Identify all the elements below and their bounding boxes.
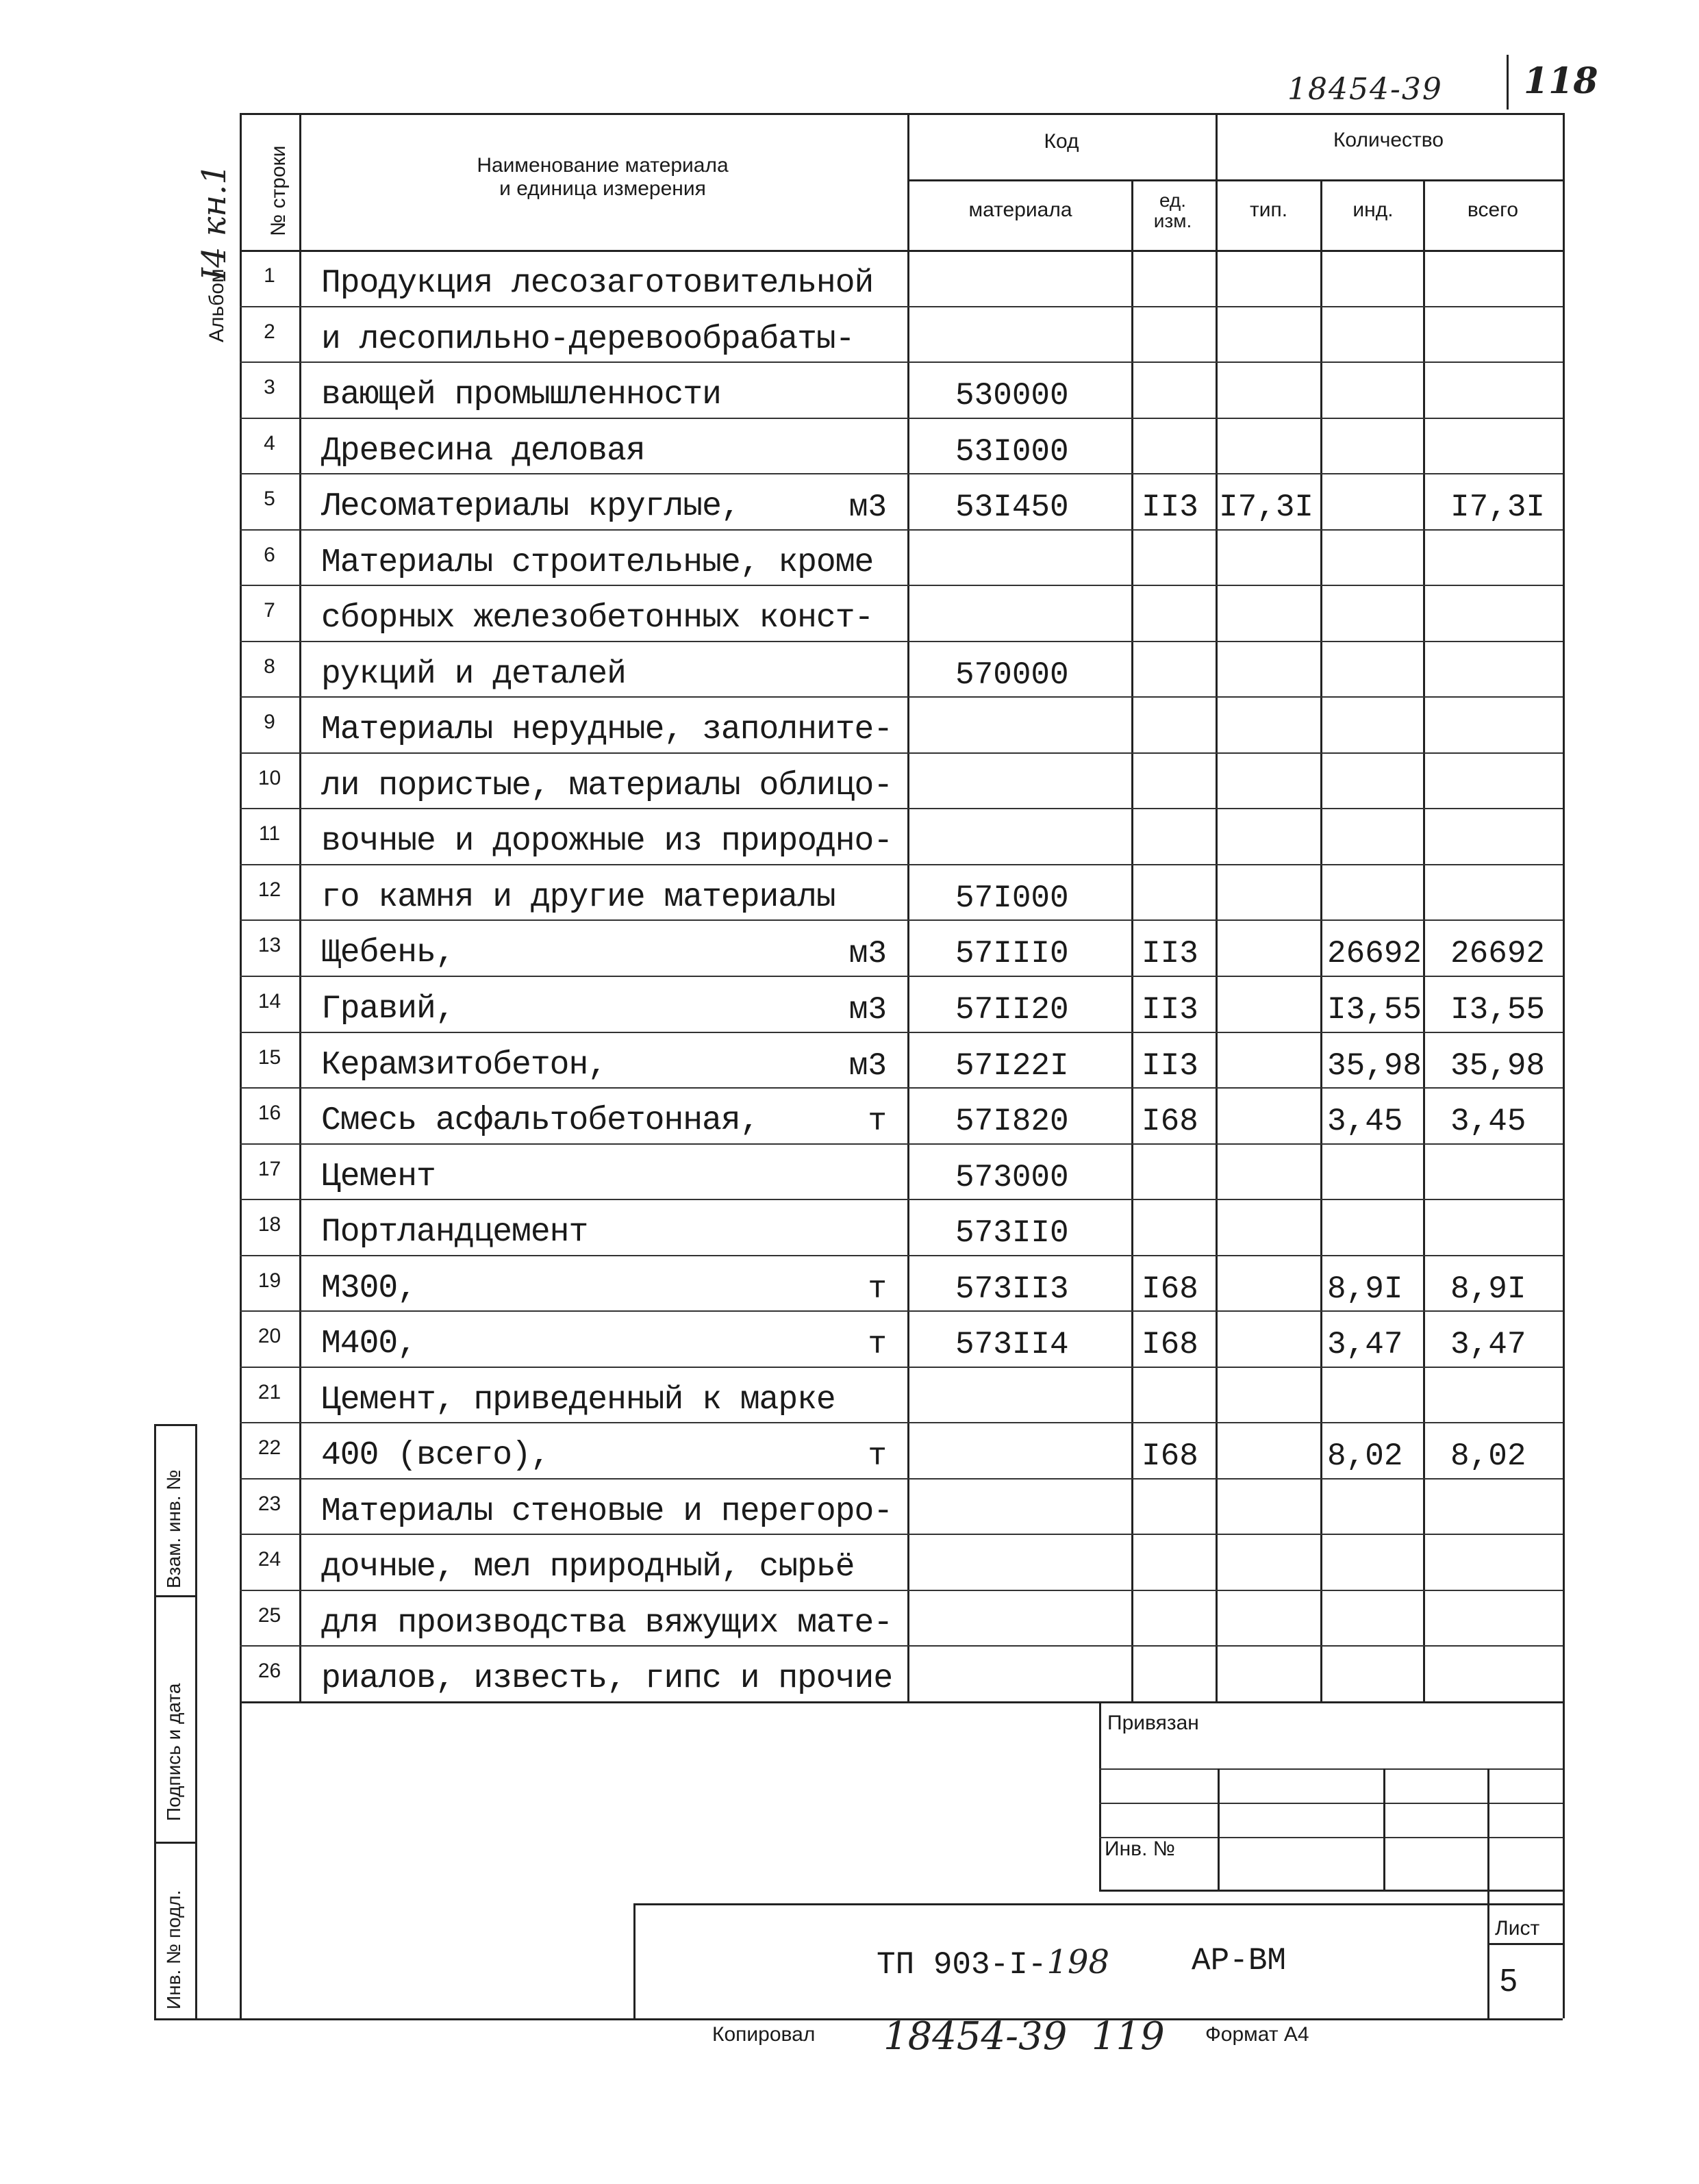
qty-type xyxy=(1219,1255,1322,1307)
header-qty-type: тип. xyxy=(1249,199,1288,221)
row-number: 25 xyxy=(257,1604,281,1627)
material-name: М400, xyxy=(321,1325,417,1362)
qty-type xyxy=(1219,529,1322,581)
unit-code xyxy=(1142,696,1217,748)
unit-of-measure xyxy=(299,808,893,860)
header-code-unit: ед. изм. xyxy=(1153,190,1192,231)
top-note: 18454-39 xyxy=(1287,72,1443,107)
row-number: 2 xyxy=(264,320,275,343)
qty-type xyxy=(1219,306,1322,358)
material-code: 57II20 xyxy=(955,992,1069,1028)
unit-code xyxy=(1142,752,1217,804)
row-number: 22 xyxy=(257,1436,281,1459)
material-name: вочные и дорожные из природно- xyxy=(321,823,893,860)
table-body-bottom xyxy=(240,1701,1563,1703)
stamp-inv-podl xyxy=(163,1890,185,2009)
header-row-no xyxy=(267,145,290,236)
material-code xyxy=(955,250,1120,302)
material-code xyxy=(955,808,1120,860)
unit-code: II3 xyxy=(1142,1048,1198,1084)
header-qty-ind: инд. xyxy=(1352,199,1394,221)
unit-code xyxy=(1142,529,1217,581)
qty-type xyxy=(1219,919,1322,972)
qty-individual xyxy=(1327,1143,1430,1195)
qty-total: 35,98 xyxy=(1450,1048,1546,1084)
qty-individual xyxy=(1327,473,1430,525)
stamp-podpis xyxy=(163,1684,185,1821)
material-code: 57I820 xyxy=(955,1104,1069,1139)
unit-code xyxy=(1142,306,1217,358)
qty-individual xyxy=(1327,641,1430,693)
album-value-text: I4 кн.1 xyxy=(195,164,234,281)
page-number-divider xyxy=(1507,55,1509,110)
material-name: Смесь асфальтобетонная, xyxy=(321,1102,759,1139)
sheet-divider xyxy=(1487,1943,1563,1945)
material-name: вающей промышленности xyxy=(321,377,721,414)
qty-total xyxy=(1450,1367,1567,1419)
unit-of-measure xyxy=(299,1590,893,1642)
qty-total xyxy=(1450,361,1567,414)
material-code xyxy=(955,1422,1120,1474)
doc-mark: АР-ВМ xyxy=(1192,1943,1287,1979)
row-number: 8 xyxy=(264,655,275,678)
material-code: 53I450 xyxy=(955,490,1069,525)
row-number: 16 xyxy=(257,1102,281,1124)
header-name: Наименование материала и единица измерения xyxy=(477,154,729,200)
qty-total xyxy=(1450,250,1567,302)
row-number: 17 xyxy=(257,1158,281,1180)
unit-of-measure xyxy=(299,752,893,804)
unit-code xyxy=(1142,1645,1217,1697)
qty-individual: 26692 xyxy=(1327,936,1422,972)
unit-of-measure xyxy=(299,306,887,358)
qty-individual: 8,9I xyxy=(1327,1271,1403,1307)
unit-of-measure: т xyxy=(868,1271,887,1307)
qty-total xyxy=(1450,1478,1567,1530)
row-number: 3 xyxy=(264,376,275,398)
material-code xyxy=(955,1478,1120,1530)
material-name: го камня и другие материалы xyxy=(321,879,835,916)
title-line-3 xyxy=(1099,1837,1563,1838)
qty-total xyxy=(1450,306,1567,358)
qty-total: I7,3I xyxy=(1450,490,1546,525)
material-code xyxy=(955,1645,1120,1697)
qty-individual: 35,98 xyxy=(1327,1048,1422,1084)
qty-individual xyxy=(1327,1645,1430,1697)
material-name: для производства вяжущих мате- xyxy=(321,1605,893,1642)
material-name: и лесопильно-деревообрабаты- xyxy=(321,321,855,358)
unit-code xyxy=(1142,808,1217,860)
qty-type xyxy=(1219,1590,1322,1642)
row-number: 12 xyxy=(257,878,281,901)
material-name: ли пористые, материалы облицо- xyxy=(321,767,893,804)
main-stamp-top xyxy=(633,1903,1563,1905)
stamp-podpis-text: Подпись и дата xyxy=(163,1683,184,1821)
material-code xyxy=(955,752,1120,804)
qty-type xyxy=(1219,1534,1322,1586)
material-code: 57I22I xyxy=(955,1048,1069,1084)
sheet-label: Лист xyxy=(1495,1917,1540,1940)
row-number: 19 xyxy=(257,1269,281,1292)
qty-individual: 3,45 xyxy=(1327,1104,1403,1139)
qty-type xyxy=(1219,976,1322,1028)
unit-of-measure: м3 xyxy=(848,936,887,972)
qty-total xyxy=(1450,1143,1567,1195)
unit-code xyxy=(1142,1199,1217,1251)
unit-of-measure: м3 xyxy=(848,992,887,1028)
material-name: Материалы нерудные, заполните- xyxy=(321,711,893,748)
privyazan-label: Привязан xyxy=(1107,1712,1199,1734)
footer-copied-hand: 18454-39 119 xyxy=(883,2014,1165,2059)
qty-total xyxy=(1450,418,1567,470)
qty-individual xyxy=(1327,250,1430,302)
material-code: 53I000 xyxy=(955,434,1069,470)
unit-code xyxy=(1142,1534,1217,1586)
qty-total xyxy=(1450,641,1567,693)
qty-type xyxy=(1219,1143,1322,1195)
unit-code xyxy=(1142,418,1217,470)
row-number: 6 xyxy=(264,544,275,566)
unit-code xyxy=(1142,250,1217,302)
footer-copied: Копировал xyxy=(712,2023,816,2046)
unit-of-measure xyxy=(299,1199,887,1251)
column-divider xyxy=(907,113,909,1701)
qty-total xyxy=(1450,585,1567,637)
unit-code: I68 xyxy=(1142,1104,1198,1139)
material-name: Лесоматериалы круглые, xyxy=(321,488,740,525)
qty-type xyxy=(1219,1199,1322,1251)
unit-code: I68 xyxy=(1142,1327,1198,1362)
qty-individual xyxy=(1327,864,1430,916)
qty-type xyxy=(1219,585,1322,637)
qty-type xyxy=(1219,641,1322,693)
material-name: Цемент, приведенный к марке xyxy=(321,1382,835,1419)
qty-total xyxy=(1450,1645,1567,1697)
column-divider xyxy=(1131,179,1133,1701)
material-code: 57III0 xyxy=(955,936,1069,972)
unit-code xyxy=(1142,585,1217,637)
header-qty-total: всего xyxy=(1467,199,1519,221)
stamp-vzam-inv xyxy=(163,1470,185,1588)
unit-code xyxy=(1142,864,1217,916)
material-code xyxy=(955,306,1120,358)
row-number: 21 xyxy=(257,1381,281,1404)
unit-code: I68 xyxy=(1142,1271,1198,1307)
unit-code xyxy=(1142,1143,1217,1195)
qty-individual xyxy=(1327,696,1430,748)
unit-code: I68 xyxy=(1142,1438,1198,1474)
qty-type xyxy=(1219,418,1322,470)
row-number: 7 xyxy=(264,599,275,622)
unit-of-measure xyxy=(299,864,887,916)
qty-individual xyxy=(1327,1367,1430,1419)
qty-type xyxy=(1219,808,1322,860)
material-name: сборных железобетонных конст- xyxy=(321,600,874,637)
qty-type xyxy=(1219,250,1322,302)
qty-total: 26692 xyxy=(1450,936,1546,972)
qty-type xyxy=(1219,361,1322,414)
row-number: 24 xyxy=(257,1548,281,1571)
row-number: 20 xyxy=(257,1325,281,1347)
material-code xyxy=(955,1590,1120,1642)
row-number: 18 xyxy=(257,1213,281,1236)
qty-individual xyxy=(1327,1534,1430,1586)
material-code: 573II0 xyxy=(955,1215,1069,1251)
unit-of-measure xyxy=(299,250,887,302)
album-label-text: Альбом xyxy=(205,268,228,342)
row-number: 5 xyxy=(264,487,275,510)
unit-of-measure xyxy=(299,585,887,637)
title-line-4 xyxy=(1099,1890,1563,1892)
material-code xyxy=(955,1367,1120,1419)
unit-code: II3 xyxy=(1142,992,1198,1028)
header-code: Код xyxy=(1044,130,1079,153)
qty-type xyxy=(1219,1032,1322,1084)
qty-total xyxy=(1450,1590,1567,1642)
material-code xyxy=(955,529,1120,581)
row-number: 14 xyxy=(257,990,281,1013)
unit-of-measure xyxy=(299,1534,887,1586)
material-name: Материалы стеновые и перегоро- xyxy=(321,1493,893,1530)
header-quantity: Количество xyxy=(1333,129,1444,151)
row-number: 10 xyxy=(257,767,281,789)
unit-of-measure xyxy=(299,529,887,581)
qty-individual xyxy=(1327,529,1430,581)
unit-code xyxy=(1142,1367,1217,1419)
title-block-left xyxy=(1099,1701,1101,1892)
qty-type xyxy=(1219,1310,1322,1362)
qty-total xyxy=(1450,864,1567,916)
material-code: 573II4 xyxy=(955,1327,1069,1362)
material-name: Цемент xyxy=(321,1158,436,1195)
qty-individual xyxy=(1327,361,1430,414)
material-code xyxy=(955,696,1120,748)
unit-of-measure xyxy=(299,1645,893,1697)
qty-type: I7,3I xyxy=(1219,490,1314,525)
qty-individual xyxy=(1327,752,1430,804)
qty-individual xyxy=(1327,1590,1430,1642)
unit-code xyxy=(1142,641,1217,693)
qty-total xyxy=(1450,808,1567,860)
unit-of-measure: м3 xyxy=(848,490,887,525)
row-number: 26 xyxy=(257,1660,281,1682)
material-name: 400 (всего), xyxy=(321,1437,550,1474)
unit-of-measure: т xyxy=(868,1438,887,1474)
material-name: Древесина деловая xyxy=(321,433,645,470)
qty-total: 8,02 xyxy=(1450,1438,1526,1474)
row-number: 4 xyxy=(264,432,275,455)
qty-individual: 8,02 xyxy=(1327,1438,1403,1474)
header-mid-border xyxy=(907,179,1563,181)
sheet-value: 5 xyxy=(1500,1962,1518,1998)
unit-of-measure xyxy=(299,1478,893,1530)
qty-individual xyxy=(1327,306,1430,358)
unit-of-measure: м3 xyxy=(848,1048,887,1084)
title-col-1 xyxy=(1218,1768,1220,1890)
unit-code: II3 xyxy=(1142,490,1198,525)
title-col-3 xyxy=(1487,1768,1489,2018)
qty-individual xyxy=(1327,1478,1430,1530)
stamp-outer-left xyxy=(154,1424,156,2020)
material-name: М300, xyxy=(321,1270,417,1307)
row-number: 23 xyxy=(257,1493,281,1515)
stamp-divider-1 xyxy=(154,1595,195,1597)
qty-type xyxy=(1219,1478,1322,1530)
qty-total: 3,45 xyxy=(1450,1104,1526,1139)
stamp-vzam-inv-text: Взам. инв. № xyxy=(163,1469,184,1588)
qty-total xyxy=(1450,1199,1567,1251)
unit-code: II3 xyxy=(1142,936,1198,972)
material-name: Материалы строительные, кроме xyxy=(321,544,874,581)
material-name: Портландцемент xyxy=(321,1214,588,1251)
qty-total xyxy=(1450,529,1567,581)
doc-code xyxy=(877,1943,1109,1983)
material-code xyxy=(955,1534,1120,1586)
material-code: 530000 xyxy=(955,378,1069,414)
header-row-no-text: № строки xyxy=(267,145,290,236)
material-code: 573II3 xyxy=(955,1271,1069,1307)
unit-code xyxy=(1142,1590,1217,1642)
unit-code xyxy=(1142,1478,1217,1530)
qty-type xyxy=(1219,1422,1322,1474)
unit-of-measure xyxy=(299,361,887,414)
qty-type xyxy=(1219,1645,1322,1697)
main-stamp-left xyxy=(633,1903,635,2018)
qty-total: 8,9I xyxy=(1450,1271,1526,1307)
material-name: Продукция лесозаготовительной xyxy=(321,265,874,302)
material-name: Гравий, xyxy=(321,991,455,1028)
header-code-material: материала xyxy=(968,199,1072,221)
material-name: Керамзитобетон, xyxy=(321,1047,607,1084)
qty-total xyxy=(1450,752,1567,804)
row-number: 13 xyxy=(257,934,281,956)
unit-of-measure xyxy=(299,1367,887,1419)
qty-total xyxy=(1450,696,1567,748)
title-line-2 xyxy=(1099,1803,1563,1804)
doc-code-text: ТП 903-I- xyxy=(877,1947,1047,1983)
title-line-1 xyxy=(1099,1768,1563,1770)
qty-individual: 3,47 xyxy=(1327,1327,1403,1362)
qty-individual xyxy=(1327,418,1430,470)
row-number: 9 xyxy=(264,711,275,733)
unit-of-measure: т xyxy=(868,1327,887,1362)
qty-individual xyxy=(1327,1199,1430,1251)
qty-type xyxy=(1219,864,1322,916)
album-value xyxy=(195,164,234,281)
table-top-border xyxy=(240,113,1563,115)
unit-code xyxy=(1142,361,1217,414)
unit-of-measure xyxy=(299,1143,887,1195)
qty-individual xyxy=(1327,585,1430,637)
qty-total: 3,47 xyxy=(1450,1327,1526,1362)
material-name: рукций и деталей xyxy=(321,656,626,693)
qty-individual xyxy=(1327,808,1430,860)
qty-type xyxy=(1219,1087,1322,1139)
doc-code-hand: 198 xyxy=(1046,1943,1110,1981)
qty-type xyxy=(1219,1367,1322,1419)
material-name: Щебень, xyxy=(321,935,455,972)
row-number: 1 xyxy=(264,264,275,287)
page-bottom-border xyxy=(240,2018,1563,2020)
stamp-inner-left xyxy=(195,1424,197,2020)
stamp-top xyxy=(154,1424,195,1426)
unit-of-measure xyxy=(299,641,887,693)
material-code: 573000 xyxy=(955,1160,1069,1195)
row-number: 11 xyxy=(258,822,281,845)
qty-type xyxy=(1219,696,1322,748)
stamp-divider-2 xyxy=(154,1842,195,1844)
inv-no-label: Инв. № xyxy=(1105,1838,1175,1860)
material-name: дочные, мел природный, сырьё xyxy=(321,1549,855,1586)
unit-of-measure: т xyxy=(868,1104,887,1139)
qty-total xyxy=(1450,1534,1567,1586)
row-number: 15 xyxy=(257,1046,281,1069)
qty-total: I3,55 xyxy=(1450,992,1546,1028)
qty-individual: I3,55 xyxy=(1327,992,1422,1028)
material-code: 57I000 xyxy=(955,880,1069,916)
title-col-2 xyxy=(1383,1768,1385,1890)
footer-format: Формат А4 xyxy=(1205,2023,1309,2046)
unit-of-measure xyxy=(299,696,893,748)
material-code xyxy=(955,585,1120,637)
qty-type xyxy=(1219,752,1322,804)
page-number-handwritten: 118 xyxy=(1524,60,1598,102)
unit-of-measure xyxy=(299,418,887,470)
material-code: 570000 xyxy=(955,657,1069,693)
material-name: риалов, известь, гипс и прочие xyxy=(321,1660,893,1697)
stamp-inv-podl-text: Инв. № подл. xyxy=(163,1890,184,2009)
